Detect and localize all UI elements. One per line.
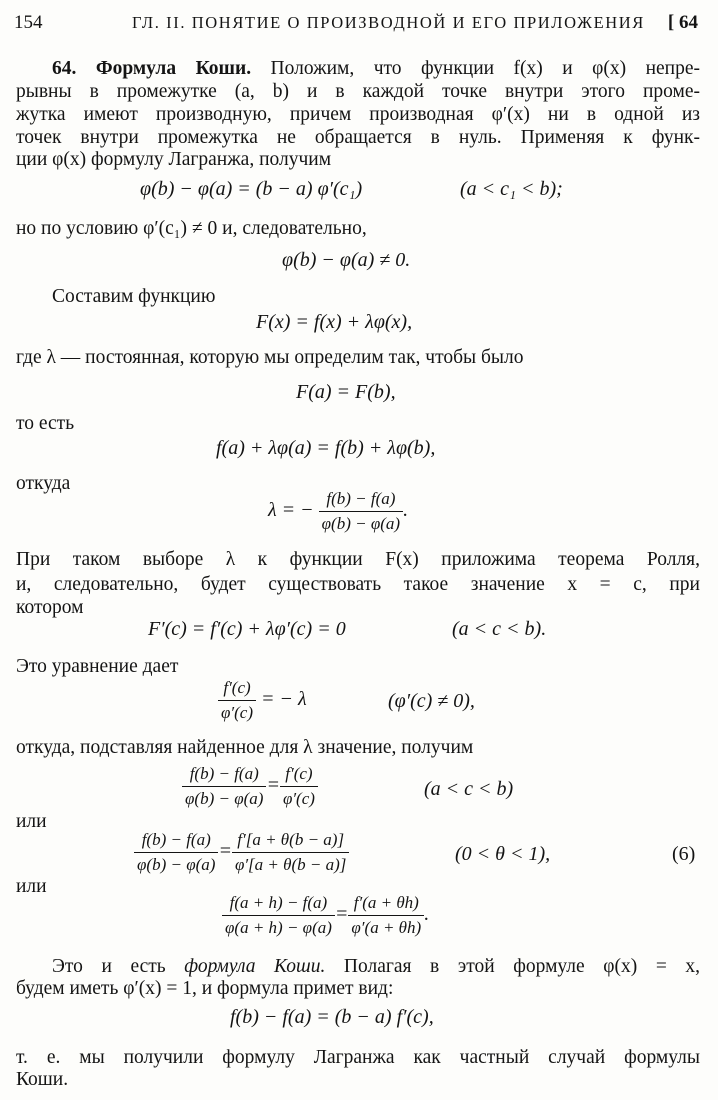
fraction: $\frac{f(b) - f(a)}{\varphi(b) - \varphi(a)}$ xyxy=(134,830,218,875)
equation-expanded: f(a) + λφ(a) = f(b) + λφ(b), xyxy=(216,437,436,459)
fraction: $\frac{f'(c)}{\varphi'(c)}$ xyxy=(218,678,256,723)
equation-lagrange-phi: φ(b) − φ(a) = (b − a) φ′(c₁) xyxy=(140,178,363,200)
paragraph-line: будем иметь φ′(x) = 1, и формула примет вид: xyxy=(16,978,394,999)
paragraph-line: точек внутри промежутка не обращается в нуль. Применяя к функ- xyxy=(16,127,700,148)
page-header xyxy=(14,12,704,38)
section-heading: 64. Формула Коши. xyxy=(52,58,252,79)
paragraph-line: 64. Формула Коши. Положим, что функции f(x) и φ(x) непре- xyxy=(52,58,701,79)
section-mark: [ 64 xyxy=(667,12,698,33)
equation-nonzero: φ(b) − φ(a) ≠ 0. xyxy=(282,249,411,271)
paragraph-line: Это и есть формула Коши. Полагая в этой формуле φ(x) = x, xyxy=(52,956,701,977)
equation-number: (6) xyxy=(672,843,696,865)
equation-ratio: $\frac{f(b) - f(a)}{\varphi(b) - \varphi(a)}$ = $\frac{f'(c)}{\varphi'(c)}$ xyxy=(182,764,318,809)
equation-lagrange: f(b) − f(a) = (b − a) f′(c), xyxy=(230,1006,434,1028)
paragraph-line: Коши. xyxy=(16,1069,69,1090)
equation-condition: (0 < θ < 1), xyxy=(455,843,551,865)
emphasis-cauchy-formula: формула Коши. xyxy=(184,956,326,977)
paragraph-line: или xyxy=(16,811,47,832)
paragraph-line: т. е. мы получили формулу Лагранжа как частный случай формулы xyxy=(16,1047,700,1068)
paragraph-line: и, следовательно, будет существовать такое значение x = c, при xyxy=(16,574,700,595)
paragraph-line: ции φ(x) формулу Лагранжа, получим xyxy=(16,149,332,170)
equation-ratio-lambda: $\frac{f'(c)}{\varphi'(c)}$ = − λ xyxy=(218,678,307,723)
paragraph-line: котором xyxy=(16,597,84,618)
paragraph-line: Составим функцию xyxy=(52,286,216,307)
equation-condition: (a < c < b). xyxy=(452,618,547,640)
equation-condition: (a < c < b) xyxy=(424,778,514,800)
fraction: $\frac{f'(c)}{\varphi'(c)}$ xyxy=(280,764,318,809)
fraction: $\frac{f'[a + \theta(b - a)]}{\varphi'[a + \theta(b - a)]}$ xyxy=(232,830,349,875)
equation-cauchy-theta: $\frac{f(b) - f(a)}{\varphi(b) - \varphi(a)}$ = $\frac{f'[a + \theta(b - a)]}{\varphi'[a + \theta(b - a)]}$ xyxy=(134,830,349,875)
paragraph-line: жутка имеют производную, причем производная φ′(x) ни в одной из xyxy=(16,104,700,125)
equation-define-F: F(x) = f(x) + λφ(x), xyxy=(256,311,413,333)
paragraph-line: где λ — постоянная, которую мы определим так, чтобы было xyxy=(16,347,524,368)
equation-F-equal: F(a) = F(b), xyxy=(296,381,396,403)
fraction: $\frac{f(a + h) - f(a)}{\varphi(a + h) - \varphi(a)}$ xyxy=(222,893,335,938)
fraction: $\frac{f'(a + \theta h)}{\varphi'(a + \theta h)}$ xyxy=(348,893,424,938)
paragraph-line: то есть xyxy=(16,413,75,434)
fraction: $\frac{f(b) - f(a)}{\varphi(b) - \varphi(a)}$ xyxy=(319,489,403,534)
fraction: $\frac{f(b) - f(a)}{\varphi(b) - \varphi(a)}$ xyxy=(182,764,266,809)
equation-condition: (a < c₁ < b); xyxy=(460,178,563,200)
paragraph-line: рывны в промежутке (a, b) и в каждой точке внутри этого проме- xyxy=(16,81,700,102)
paragraph-line: откуда xyxy=(16,473,71,494)
equation-lambda: λ = − $\frac{f(b) - f(a)}{\varphi(b) - \varphi(a)}$ . xyxy=(268,489,409,533)
paragraph-line: откуда, подставляя найденное для λ значение, получим xyxy=(16,737,474,758)
equation-cauchy-h: $\frac{f(a + h) - f(a)}{\varphi(a + h) - \varphi(a)}$ = $\frac{f'(a + \theta h)}{\varphi'(a + \theta h)}$ . xyxy=(222,893,429,938)
paragraph-line: но по условию φ′(c₁) ≠ 0 и, следовательно, xyxy=(16,218,367,239)
page-number: 154 xyxy=(14,12,43,33)
equation-derivative: F′(c) = f′(c) + λφ′(c) = 0 xyxy=(148,618,346,640)
paragraph-line: или xyxy=(16,876,47,897)
paragraph-line: При таком выборе λ к функции F(x) приложима теорема Ролля, xyxy=(16,549,700,570)
equation-condition: (φ′(c) ≠ 0), xyxy=(388,690,475,712)
running-title: ГЛ. II. ПОНЯТИЕ О ПРОИЗВОДНОЙ И ЕГО ПРИЛОЖЕНИЯ xyxy=(132,13,645,32)
paragraph-line: Это уравнение дает xyxy=(16,656,179,677)
